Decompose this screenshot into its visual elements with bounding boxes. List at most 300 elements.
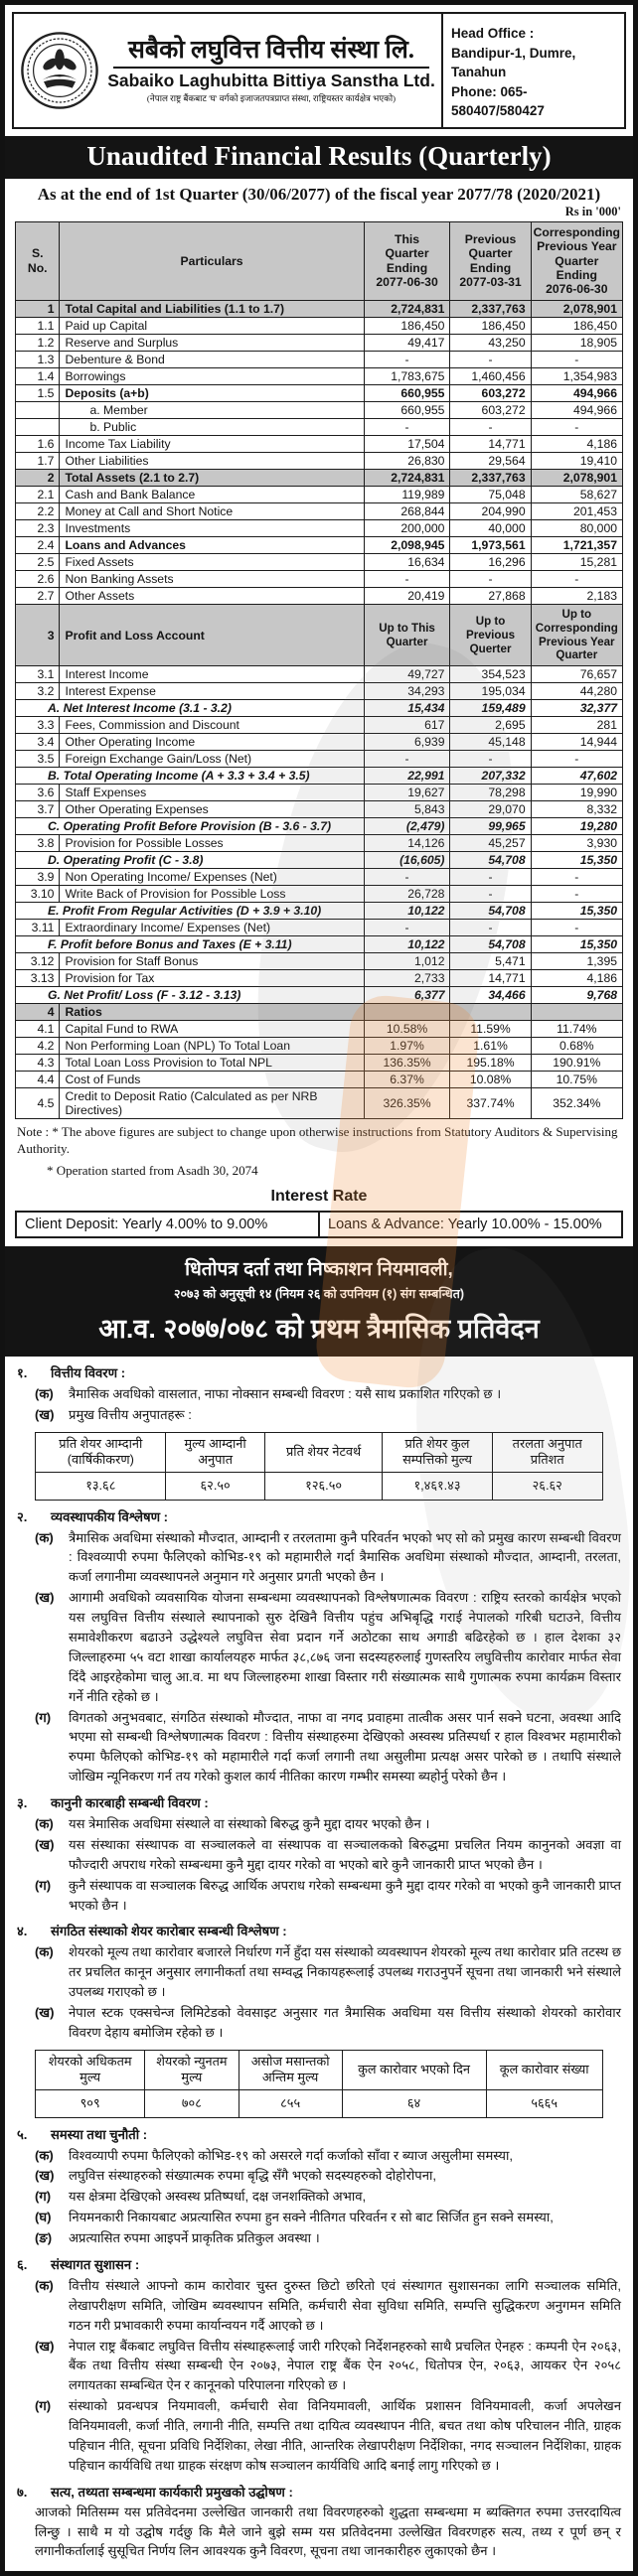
item-label: (क)	[35, 1385, 54, 1401]
np-table-header: कूल कारोवार संख्या	[486, 2050, 602, 2089]
fin-cell: 1,783,675	[364, 367, 450, 384]
fin-table-row	[16, 936, 623, 953]
item-text: विश्वव्यापी रुपमा फैलिएको कोभिड-१९ को असरले गर्दा कर्जाको साँवा र ब्याज असुलीमा समस्या,	[69, 2147, 513, 2163]
fin-cell: 2.2	[16, 502, 60, 519]
fin-cell: 15,350	[531, 903, 622, 920]
fin-cell: 4.5	[16, 1088, 60, 1119]
np-table-header: असोज मसान्तको अन्तिम मुल्य	[239, 2050, 342, 2089]
fin-cell: Other Liabilities	[60, 452, 364, 469]
fin-cell: 195,034	[450, 683, 531, 700]
fin-table-row	[16, 401, 623, 418]
np-table-value: ८५५	[239, 2090, 342, 2118]
fin-cell: 11.74%	[531, 1021, 622, 1038]
fin-cell: 3.1	[16, 666, 60, 683]
fin-table-row	[16, 469, 623, 486]
company-logo-icon	[20, 31, 99, 110]
fin-cell: 10,122	[364, 903, 450, 920]
fin-cell: 54,708	[450, 852, 531, 869]
fin-cell: 15,350	[531, 852, 622, 869]
org-name-nepali: सबैको लघुवित्त वित्तीय संस्था लि.	[127, 36, 415, 64]
fin-cell: 10.08%	[450, 1072, 531, 1088]
fin-cell: 2,337,763	[450, 469, 531, 486]
fin-cell: 22,991	[364, 768, 450, 785]
section-data-table	[35, 2050, 603, 2118]
fin-cell: 34,466	[450, 987, 531, 1004]
fin-cell: Extraordinary Income/ Expenses (Net)	[60, 920, 364, 936]
np-table-value: १३.६८	[36, 1472, 166, 1500]
fin-cell: 32,377	[531, 700, 622, 717]
fin-table-row	[16, 869, 623, 886]
fin-cell: Total Loan Loss Provision to Total NPL	[60, 1055, 364, 1072]
item-label: (क)	[35, 2277, 54, 2293]
fin-cell: 40,000	[450, 519, 531, 536]
fin-cell: 18,905	[531, 334, 622, 351]
fin-cell: -	[531, 751, 622, 768]
fin-cell: 2.7	[16, 587, 60, 604]
fin-cell: F. Profit before Bonus and Taxes (E + 3.11)	[16, 936, 365, 953]
fin-cell: 281	[531, 717, 622, 734]
fin-cell: 45,257	[450, 835, 531, 852]
fin-cell: 660,955	[364, 401, 450, 418]
item-label: (ख)	[35, 2168, 55, 2184]
fin-cell: 99,965	[450, 818, 531, 835]
fin-cell: D. Operating Profit (C - 3.8)	[16, 852, 365, 869]
fin-cell: -	[364, 570, 450, 587]
item-text: अप्रत्यासित रुपमा आइपर्ने प्राकृतिक प्रतिकुल अवस्था ।	[69, 2230, 320, 2246]
fin-cell: Fixed Assets	[60, 553, 364, 570]
fin-cell: 3.13	[16, 970, 60, 987]
fin-cell: 1,012	[364, 953, 450, 970]
head-office-phone: Phone: 065-580407/580427	[451, 83, 545, 119]
fin-cell: 326.35%	[364, 1088, 450, 1119]
fin-table-row	[16, 1072, 623, 1088]
regulation-banner-line2: २०७३ को अनुसूची १४ (नियम २६ को उपनियम (१) संग सम्बन्धित)	[173, 1287, 465, 1302]
fin-cell: 3.6	[16, 785, 60, 801]
item-label: (ख)	[35, 2338, 55, 2354]
fin-cell: Income Tax Liability	[60, 435, 364, 452]
fin-table-row	[16, 486, 623, 502]
fin-cell: 49,727	[364, 666, 450, 683]
section-title: समस्या तथा चुनौती :	[51, 2126, 148, 2142]
fin-table-row	[16, 953, 623, 970]
fin-cell	[16, 401, 60, 418]
fin-cell: 8,332	[531, 801, 622, 818]
fin-cell: 14,944	[531, 734, 622, 751]
fin-cell: Debenture & Bond	[60, 351, 364, 367]
fin-cell: 3.7	[16, 801, 60, 818]
fin-table-row	[16, 717, 623, 734]
fin-cell: -	[364, 351, 450, 367]
item-label: (क)	[35, 1529, 54, 1545]
fin-cell: 352.34%	[531, 1088, 622, 1119]
fin-cell: 2,724,831	[364, 300, 450, 317]
fin-cell	[364, 1004, 450, 1021]
fin-cell: 3.5	[16, 751, 60, 768]
section-number: ४.	[17, 1924, 28, 1939]
financial-table-header-row	[16, 221, 623, 300]
fin-cell: Other Assets	[60, 587, 364, 604]
fin-cell: Capital Fund to RWA	[60, 1021, 364, 1038]
fin-cell: -	[450, 570, 531, 587]
np-table-value: ५६६५	[486, 2090, 602, 2118]
fin-cell: 1,460,456	[450, 367, 531, 384]
fin-cell: 29,564	[450, 452, 531, 469]
fin-cell: Provision for Tax	[60, 970, 364, 987]
fin-cell: 29,070	[450, 801, 531, 818]
fin-cell: 3.10	[16, 886, 60, 903]
fin-cell: 16,634	[364, 553, 450, 570]
fin-cell: 268,844	[364, 502, 450, 519]
np-section	[17, 1507, 621, 1787]
fin-cell: 3.3	[16, 717, 60, 734]
section-number: १.	[17, 1365, 28, 1381]
section-item	[35, 2208, 621, 2227]
fin-cell: 2,337,763	[450, 300, 531, 317]
section-title: सत्य, तथ्यता सम्बन्धमा कार्यकारी प्रमुखको उद्घोषण :	[51, 2484, 293, 2500]
np-section	[17, 1793, 621, 1915]
fin-table-row	[16, 587, 623, 604]
fin-cell: 4,186	[531, 435, 622, 452]
section-item	[35, 2166, 621, 2186]
fin-cell: 49,417	[364, 334, 450, 351]
fin-cell: Cash and Bank Balance	[60, 486, 364, 502]
section-number: ६.	[17, 2256, 28, 2272]
period-line: As at the end of 1st Quarter (30/06/2077) of the fiscal year 2077/78 (2020/2021)	[37, 184, 601, 204]
fin-cell: 2.6	[16, 570, 60, 587]
fin-cell: 2.5	[16, 553, 60, 570]
fin-cell: E. Profit From Regular Activities (D + 3.9 + 3.10)	[16, 903, 365, 920]
item-text: नियमनकारी निकायबाट अप्रत्यासित रुपमा हुन सक्ने नीतिगत परिवर्तन र सो बाट सिर्जित हुन सक्ने समस्या,	[69, 2210, 554, 2225]
np-table-header: प्रति शेयर नेटवर्थ	[264, 1432, 382, 1472]
fin-cell: 1,395	[531, 953, 622, 970]
fin-cell: 1,354,983	[531, 367, 622, 384]
fin-cell: -	[364, 920, 450, 936]
fin-cell: Non Banking Assets	[60, 570, 364, 587]
fin-cell: 136.35%	[364, 1055, 450, 1072]
section-item	[35, 1405, 621, 1425]
fin-cell: 17,504	[364, 435, 450, 452]
fin-cell: 10.75%	[531, 1072, 622, 1088]
interest-rate-title: Interest Rate	[270, 1188, 368, 1206]
fin-cell: 5,843	[364, 801, 450, 818]
fin-cell: 14,126	[364, 835, 450, 852]
fin-cell: Total Capital and Liabilities (1.1 to 1.7)	[60, 300, 364, 317]
fin-cell: 2,078,901	[531, 300, 622, 317]
fin-cell: 44,280	[531, 683, 622, 700]
fin-table-row	[16, 1021, 623, 1038]
fin-cell: 1.6	[16, 435, 60, 452]
fin-cell: -	[531, 886, 622, 903]
fin-cell: 27,868	[450, 587, 531, 604]
fin-cell: 2,183	[531, 587, 622, 604]
fin-cell: Other Operating Income	[60, 734, 364, 751]
fin-cell: Deposits (a+b)	[60, 384, 364, 401]
head-office-label: Head Office :	[451, 26, 535, 41]
fin-cell: 337.74%	[450, 1088, 531, 1119]
np-table-value: ७०८	[145, 2090, 239, 2118]
fin-cell: 494,966	[531, 401, 622, 418]
section-title: संगठित संस्थाको शेयर कारोबार सम्बन्धी विश्लेषण :	[51, 1924, 287, 1939]
fin-cell: 45,148	[450, 734, 531, 751]
fin-cell: 1.7	[16, 452, 60, 469]
fin-cell: 2,724,831	[364, 469, 450, 486]
fin-cell: 186,450	[450, 317, 531, 334]
fin-cell: 58,627	[531, 486, 622, 502]
masthead-left	[14, 14, 443, 127]
fin-cell: 3	[16, 604, 60, 666]
fin-cell: 14,771	[450, 435, 531, 452]
fin-table-row	[16, 1038, 623, 1055]
fin-cell: -	[364, 751, 450, 768]
section-number: ५.	[17, 2126, 28, 2142]
section-title: संस्थागत सुशासन :	[51, 2256, 140, 2272]
fin-cell: -	[531, 570, 622, 587]
fin-table-row	[16, 367, 623, 384]
np-section	[17, 2255, 621, 2476]
item-label: (ख)	[35, 1406, 55, 1422]
fin-table-row	[16, 553, 623, 570]
np-table-header: तरलता अनुपात प्रतिशत	[492, 1432, 602, 1472]
fin-column-header: Corresponding Previous Year Quarter Ending 2076-06-30	[531, 221, 622, 300]
fin-cell: 2,078,901	[531, 469, 622, 486]
fin-cell: 3.2	[16, 683, 60, 700]
fin-table-row	[16, 886, 623, 903]
fin-cell: 195.18%	[450, 1055, 531, 1072]
section-title: कानुनी कारबाही सम्बन्धी विवरण :	[51, 1795, 209, 1811]
section-title: व्यवस्थापकीय विश्लेषण :	[51, 1508, 169, 1524]
section-item	[35, 2276, 621, 2336]
section-item	[35, 1708, 621, 1788]
item-text: संस्थाको प्रवन्धपत्र नियमावली, कर्मचारी सेवा विनियमावली, आर्थिक प्रशासन विनियमावली, कर्जा अपलेखन विनियमावली, कर्जा नीति, लगानी नीति, सम्पत्ति तथा दायित्व व्यवस्थापन नीति, बचत तथा कोष परिचालन नीति, ग्राहक पहिचान नीति, सूचना प्रविधि निर्देशिका, लेखा नीति, आन्तरिक लेखापरीक्षण निर्देशिका, नगद सञ्चालन निर्देशिका, ग्राहक पहिचान कार्यविधि तथा ग्राहक संरक्षण कोष सञ्चालन कार्यविधि आदि बनाई लागु गरिएको छ ।	[69, 2398, 621, 2473]
fin-cell: 3.8	[16, 835, 60, 852]
fin-column-header: Previous Quarter Ending 2077-03-31	[450, 221, 531, 300]
fin-cell: 19,627	[364, 785, 450, 801]
fin-cell: 3.11	[16, 920, 60, 936]
section-title: वित्तीय विवरण :	[51, 1365, 126, 1381]
fin-table-row	[16, 1055, 623, 1072]
fin-cell: 6,377	[364, 987, 450, 1004]
fin-table-row	[16, 317, 623, 334]
fin-cell: Other Operating Expenses	[60, 801, 364, 818]
fin-table-row	[16, 987, 623, 1004]
fin-cell: 16,296	[450, 553, 531, 570]
fin-cell: 75,048	[450, 486, 531, 502]
fin-table-row	[16, 570, 623, 587]
fin-table-row	[16, 384, 623, 401]
fin-cell: Provision for Possible Losses	[60, 835, 364, 852]
fin-cell: 603,272	[450, 401, 531, 418]
item-label: (घ)	[35, 2210, 52, 2225]
fin-cell: 26,830	[364, 452, 450, 469]
fin-cell: (2,479)	[364, 818, 450, 835]
fin-cell: 15,350	[531, 936, 622, 953]
fin-cell	[450, 1004, 531, 1021]
interest-rate-table	[15, 1211, 623, 1238]
fin-cell: 20,419	[364, 587, 450, 604]
fin-table-row	[16, 818, 623, 835]
fin-cell: 15,281	[531, 553, 622, 570]
fin-cell: 9,768	[531, 987, 622, 1004]
org-name-english: Sabaiko Laghubitta Bittiya Sanstha Ltd.	[107, 71, 435, 91]
item-text: आगामी अवधिको व्यवसायिक योजना सम्बन्धमा व्यवस्थापनको विश्लेषणात्मक विवरण : राष्ट्रिय स्तरको कार्यक्षेत्र भएको यस लघुवित्त वित्तीय संस्थाले स्थापनाको सुरु देखिनै वित्तीय पहुंच अभिबृद्धि गराई नेपालको गरिबी घटाउने, वित्तीय समावेशीकरण बढाउने उद्धेश्यले लघुवित्त सेवा प्रदान गर्ने अठोटका साथ अगाडी बढिरहेको छ । हाल देशका ३२ जिल्लाहरुमा ५५ वटा शाखा कार्यालयहरु मार्फत ३८,८७६ जना सदस्यहरुलाई गुणस्तरिय लघुवित्तीय कारोवार मार्फत सेवा दिंदै आइरहेकोमा चालु आ.व. मा थप जिल्लाहरुमा शाखा विस्तार गरी संख्यात्मक साथै गुणात्मक रुपमा कार्यक्रम विस्तार गर्ने नीति रहेको छ ।	[69, 1590, 621, 1704]
fin-cell: 3.4	[16, 734, 60, 751]
fin-cell: 1.4	[16, 367, 60, 384]
fin-cell: 26,728	[364, 886, 450, 903]
fin-cell: -	[364, 869, 450, 886]
fin-cell: Non Operating Income/ Expenses (Net)	[60, 869, 364, 886]
fin-table-row	[16, 666, 623, 683]
fin-cell: 76,657	[531, 666, 622, 683]
fin-cell: 1	[16, 300, 60, 317]
item-text: प्रमुख वित्तीय अनुपातहरू :	[69, 1406, 192, 1422]
fin-cell: 15,434	[364, 700, 450, 717]
fin-table-row	[16, 1088, 623, 1119]
item-text: यस संस्थाका संस्थापक वा सञ्चालकले वा संस्थापक वा सञ्चालकको बिरुद्धमा प्रचलित नियम कानुनको अवज्ञा वा फौज्दारी अपराध गरेको सम्बन्धमा कुनै मुद्दा दायर गरेको वा भएको बारे कुनै जानकारी प्राप्त भएको छैन ।	[69, 1836, 621, 1872]
fin-cell: -	[450, 751, 531, 768]
fin-cell: Staff Expenses	[60, 785, 364, 801]
fin-table-row	[16, 519, 623, 536]
fin-cell: Cost of Funds	[60, 1072, 364, 1088]
np-table-value: ९०९	[36, 2090, 145, 2118]
regulation-banner-line1: धितोपत्र दर्ता तथा निष्काशन नियमावली,	[185, 1259, 453, 1281]
fin-table-row	[16, 502, 623, 519]
np-table-value: २६.६२	[492, 1472, 602, 1500]
fin-table-row	[16, 835, 623, 852]
fin-cell: Up to This Quarter	[364, 604, 450, 666]
fin-cell: Reserve and Surplus	[60, 334, 364, 351]
fin-cell: -	[531, 351, 622, 367]
fin-cell: 354,523	[450, 666, 531, 683]
fin-cell: 2.3	[16, 519, 60, 536]
fin-cell: -	[450, 920, 531, 936]
fin-cell: -	[531, 418, 622, 435]
fin-cell: 34,293	[364, 683, 450, 700]
item-text: यस क्षेत्रमा देखिएको अस्वस्थ प्रतिष्पर्धा, दक्ष जनशक्तिको अभाव,	[69, 2189, 367, 2205]
fin-cell: 207,332	[450, 768, 531, 785]
fin-cell: b. Public	[60, 418, 364, 435]
fin-cell: 159,489	[450, 700, 531, 717]
item-text: कुनै संस्थापक वा सञ्चालक बिरुद्ध आर्थिक अपराध गरेको सम्बन्धमा कुनै मुद्दा दायर गरेको वा भएको कुनै जानकारी प्राप्त भएको छैन ।	[69, 1877, 621, 1913]
fin-cell: 190.91%	[531, 1055, 622, 1072]
fin-table-row	[16, 852, 623, 869]
fin-cell: 14,771	[450, 970, 531, 987]
fin-table-row	[16, 334, 623, 351]
fin-cell: 4.3	[16, 1055, 60, 1072]
org-subtitle: (नेपाल राष्ट्र बैंकबाट 'घ' वर्गको इजाजतपत्रप्राप्त संस्था, राष्ट्रियस्तर कार्यक्षेत्र भएको)	[146, 93, 397, 104]
fin-table-row	[16, 683, 623, 700]
item-label: (क)	[35, 1815, 54, 1831]
fin-cell: 4.1	[16, 1021, 60, 1038]
fin-cell: 2,695	[450, 717, 531, 734]
section-item	[35, 1876, 621, 1916]
item-label: (ग)	[35, 2398, 52, 2414]
section-data-table	[35, 1432, 603, 1501]
fin-table-row	[16, 785, 623, 801]
fin-cell: 54,708	[450, 936, 531, 953]
fin-cell: A. Net Interest Income (3.1 - 3.2)	[16, 700, 365, 717]
fin-cell: Investments	[60, 519, 364, 536]
fin-cell: a. Member	[60, 401, 364, 418]
item-text: लघुवित्त संस्थाहरुको संख्यात्मक रुपमा बृद्धि सँगै भएको सदस्यहरुको दोहोरोपना,	[69, 2168, 436, 2184]
fin-cell: -	[531, 869, 622, 886]
fin-cell: 19,410	[531, 452, 622, 469]
fin-cell: Foreign Exchange Gain/Loss (Net)	[60, 751, 364, 768]
fin-cell: -	[450, 418, 531, 435]
fin-cell: 6,939	[364, 734, 450, 751]
fin-cell: 2,098,945	[364, 536, 450, 553]
fin-cell: 1.5	[16, 384, 60, 401]
fin-cell: 1.61%	[450, 1038, 531, 1055]
fin-cell: 47,602	[531, 768, 622, 785]
item-text: विगतको अनुभवबाट, संगठित संस्थाको मौज्दात, नाफा वा नगद प्रवाहमा तात्वीक असर पार्न सक्ने घटना, अवस्था आदि भएमा सो सम्बन्धी विश्लेषणात्मक विवरण : वित्तीय संस्थाहरुमा देखिएको अस्वस्थ प्रतिस्पर्धा र हाल विश्वभर महामारीको रुपमा फैलिएको कोभिड-१९ को महामारीले गर्दा कर्जा लगानी तथा असुलीमा प्रत्यक्ष असर पारेको छ । तथापि संस्थाले जोखिम न्यूनिकरण गर्न तय गरेको कुशल कार्य नीतिका कारण गम्भीर समस्या ब्यहोर्नु परेको छैन ।	[69, 1709, 621, 1785]
fin-cell: 1.97%	[364, 1038, 450, 1055]
section-item	[35, 2146, 621, 2166]
np-table-value: १२६.५०	[264, 1472, 382, 1500]
section-item	[35, 2337, 621, 2396]
regulation-banner-line3: आ.व. २०७७/०७८ को प्रथम त्रैमासिक प्रतिवेदन	[98, 1314, 540, 1345]
masthead	[12, 12, 626, 129]
fin-cell: 201,453	[531, 502, 622, 519]
section-item	[35, 1384, 621, 1404]
fin-table-row	[16, 903, 623, 920]
fin-cell: 10.58%	[364, 1021, 450, 1038]
fin-table-row	[16, 435, 623, 452]
fin-cell: 119,989	[364, 486, 450, 502]
fin-cell: 11.59%	[450, 1021, 531, 1038]
np-table-header: प्रति शेयर आम्दानी (वार्षिकीकरण)	[36, 1432, 166, 1472]
fin-cell: 494,966	[531, 384, 622, 401]
unit-note: Rs in '000'	[564, 204, 621, 218]
fin-cell: 186,450	[364, 317, 450, 334]
fin-cell: C. Operating Profit Before Provision (B - 3.6 - 3.7)	[16, 818, 365, 835]
fin-cell: Write Back of Provision for Possible Loss	[60, 886, 364, 903]
interest-deposit-cell: Client Deposit: Yearly 4.00% to 9.00%	[17, 1213, 320, 1236]
section-item	[35, 2187, 621, 2207]
fin-cell: Borrowings	[60, 367, 364, 384]
fin-cell: 1.3	[16, 351, 60, 367]
fin-table-row	[16, 536, 623, 553]
fin-cell: -	[450, 886, 531, 903]
np-table-value: ६४	[342, 2090, 486, 2118]
section-item	[35, 1835, 621, 1875]
fin-cell: 6.37%	[364, 1072, 450, 1088]
fin-cell: 10,122	[364, 936, 450, 953]
fin-column-header: S. No.	[16, 221, 60, 300]
fin-cell: 3,930	[531, 835, 622, 852]
fin-cell: 186,450	[531, 317, 622, 334]
fin-cell: 1.2	[16, 334, 60, 351]
fin-cell: (16,605)	[364, 852, 450, 869]
item-text: यस त्रेमासिक अवधिमा संस्थाले वा संस्थाको बिरुद्ध कुनै मुद्दा दायर भएको छैन ।	[69, 1815, 430, 1831]
fin-table-row	[16, 970, 623, 987]
fin-table-row	[16, 418, 623, 435]
fin-cell: 19,280	[531, 818, 622, 835]
fin-table-row	[16, 300, 623, 317]
fin-cell: Interest Expense	[60, 683, 364, 700]
section-item	[35, 2396, 621, 2476]
item-label: (ग)	[35, 2189, 52, 2205]
section-number: ३.	[17, 1795, 28, 1811]
interest-loans-cell: Loans & Advance: Yearly 10.00% - 15.00%	[328, 1216, 602, 1233]
np-table-value: १,४६१.४३	[383, 1472, 493, 1500]
item-label: (ग)	[35, 1709, 52, 1725]
item-text: त्रैमासिक अवधिको वासलात, नाफा नोक्सान सम्बन्धी विवरण : यसै साथ प्रकाशित गरिएको छ ।	[69, 1385, 502, 1401]
financial-table	[15, 221, 623, 1120]
fin-cell: Loans and Advances	[60, 536, 364, 553]
fin-cell: 603,272	[450, 384, 531, 401]
item-label: (ख)	[35, 1836, 55, 1852]
np-table-header: प्रति शेयर कुल सम्पत्तिको मुल्य	[383, 1432, 493, 1472]
